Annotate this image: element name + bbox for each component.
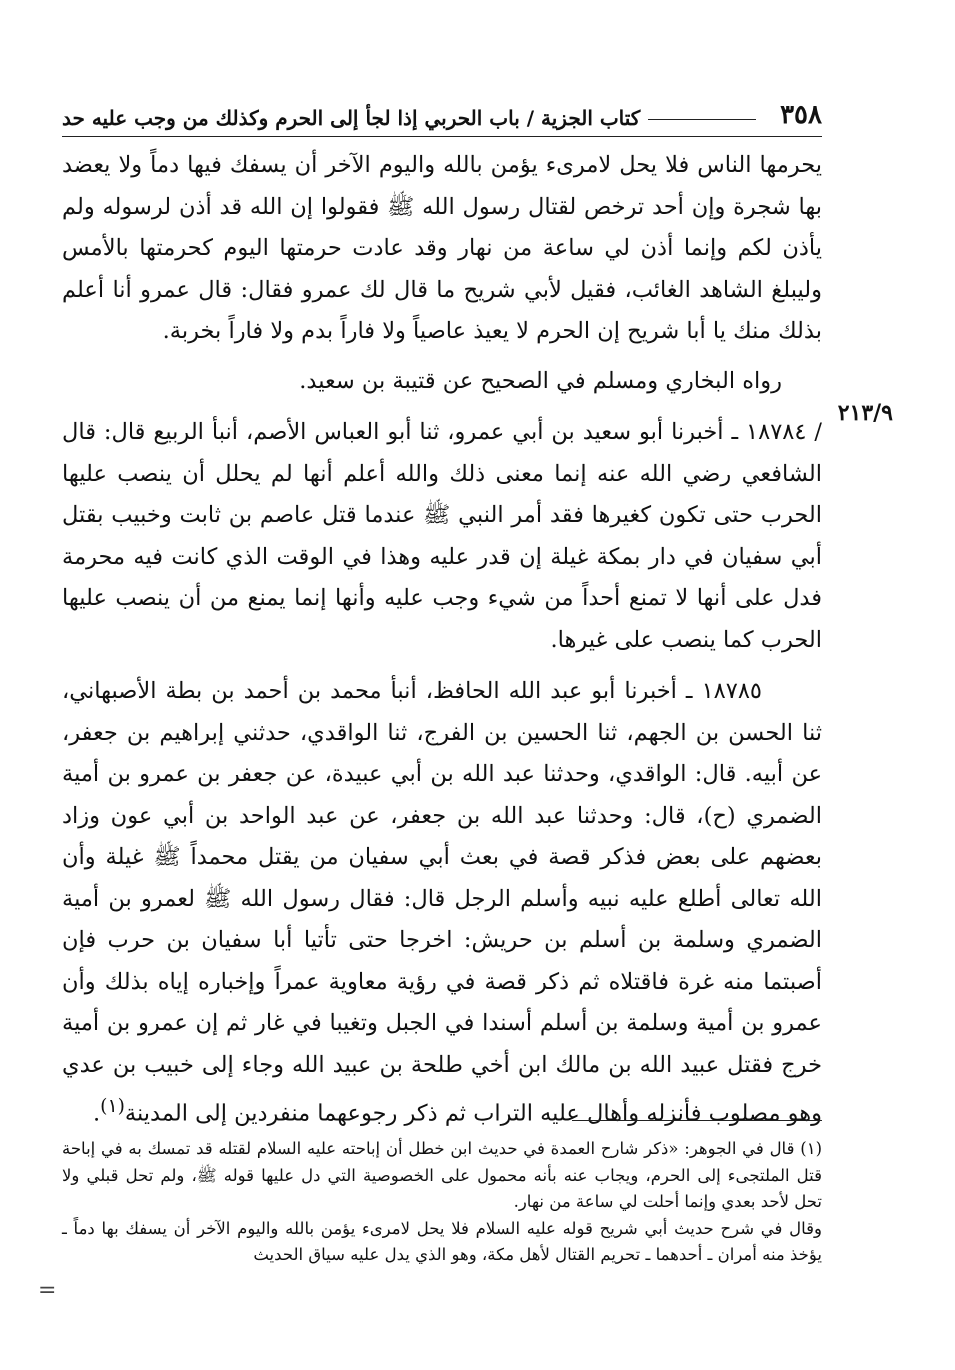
main-text: [62, 145, 822, 1135]
footnote-marker: (١): [100, 1096, 125, 1117]
footnote-rule: [572, 1120, 822, 1121]
header-title: كتاب الجزية / باب الحربي إذا لجأ إلى الحرم وكذلك من وجب عليه حد: [62, 106, 641, 130]
paragraph-hadith-continuation: يحرمها الناس فلا يحل لامرىء يؤمن بالله واليوم الآخر أن يسفك فيها دماً ولا يعضد بها شجرة وإن أحد ترخص لقتال رسول الله ﷺ فقولوا إن الله قد أذن لرسوله ولم يأذن لكم وإنما أذن لي ساعة من نهار وقد عادت حرمتها اليوم كحرمتها بالأمس وليبلغ الشاهد الغائب، فقيل لأبي شريح ما قال لك عمرو فقال: قال عمرو أنا أعلم بذلك منك يا أبا شريح إن الحرم لا يعيذ عاصياً ولا فاراً بدم ولا فاراً بخربة.: [62, 152, 822, 344]
margin-reference: ٢١٣/٩: [837, 400, 893, 426]
running-header: [62, 90, 822, 137]
footnote-1: (١) قال في الجوهر: «ذكر شارح العمدة في حديث ابن خطل أن إباحته عليه السلام لقتله قد تمسك به في إباحة قتل الملتجىء إلى الحرم، ويجاب عنه بأنه محمول على الخصوصية التي دل عليها قوله ﷺ، ولم تحل قبلي ولا تحل لأحد بعدي وإنما أحلت لي ساعة من نهار.: [62, 1139, 822, 1211]
paragraph-18785-end: .: [93, 1100, 101, 1127]
margin-mark: =: [38, 1278, 57, 1303]
paragraph-18785-text: ١٨٧٨٥ ـ أخبرنا أبو عبد الله الحافظ، أنبأ محمد بن أحمد بن بطة الأصبهاني، ثنا الحسن بن الجهم، ثنا الحسين بن الفرج، ثنا الواقدي، حدثني إبراهيم بن جعفر، عن أبيه. قال: الواقدي، وحدثنا عبد الله بن أبي عبيدة، عن جعفر بن عمرو بن أمية الضمري (ح)، قال: وحدثنا عبد الله بن جعفر، عن عبد الواحد بن أبي عون وزاد بعضهم على بعض فذكر قصة في بعث أبي سفيان من يقتل محمداً ﷺ غيلة وأن الله تعالى أطلع عليه نبيه وأسلم الرجل قال: فقال رسول الله ﷺ لعمرو بن أمية الضمري وسلمة بن أسلم بن حريش: اخرجا حتى تأتيا أبا سفيان بن حرب فإن أصبتما منه غرة فاقتلاه ثم ذكر قصة في رؤية معاوية عمراً وإخباره إياه بذلك وأن عمرو بن أمية وسلمة بن أسلم أسندا في الجبل وتغيبا في غار ثم إن عمرو بن أمية خرج فقتل عبيد الله بن مالك ابن أخي طلحة بن عبيد الله وجاء إلى خبيب بن عدي وهو مصلوب فأنزله وأهال عليه التراب ثم ذكر رجوعهما منفردين إلى المدينة: [62, 678, 822, 1127]
paragraph-18784: / ١٨٧٨٤ ـ أخبرنا أبو سعيد بن أبي عمرو، ثنا أبو العباس الأصم، أنبأ الربيع قال: قال الشافعي رضي الله عنه إنما معنى ذلك والله أعلم أنها لم يحلل أن ينصب عليها الحرب حتى تكون كغيرها فقد أمر النبي ﷺ عندما قتل عاصم بن ثابت وخبيب بقتل أبي سفيان في دار بمكة غيلة إن قدر عليه وهذا في الوقت الذي كانت فيه محرمة فدل على أنها لا تمنع أحداً من شيء وجب عليه وأنها إنما يمنع من أن ينصب عليها الحرب كما ينصب على غيرها.: [62, 419, 822, 653]
paragraph-source: رواه البخاري ومسلم في الصحيح عن قتيبة بن سعيد.: [299, 367, 782, 394]
footnote-1-continued: وقال في شرح حديث أبي شريح قوله عليه السلام فلا يحل لامرىء يؤمن بالله واليوم الآخر أن يسفك بها دماً ـ يؤخذ منه أمران ـ أحدهما ـ تحريم القتال لأهل مكة، وهو الذي يدل عليه سياق الحديث: [62, 1218, 822, 1264]
page-number: ٣٥٨: [780, 100, 822, 130]
paragraph-18785: [62, 671, 822, 1135]
footnotes: [62, 1136, 822, 1269]
header-rule: [648, 119, 756, 120]
